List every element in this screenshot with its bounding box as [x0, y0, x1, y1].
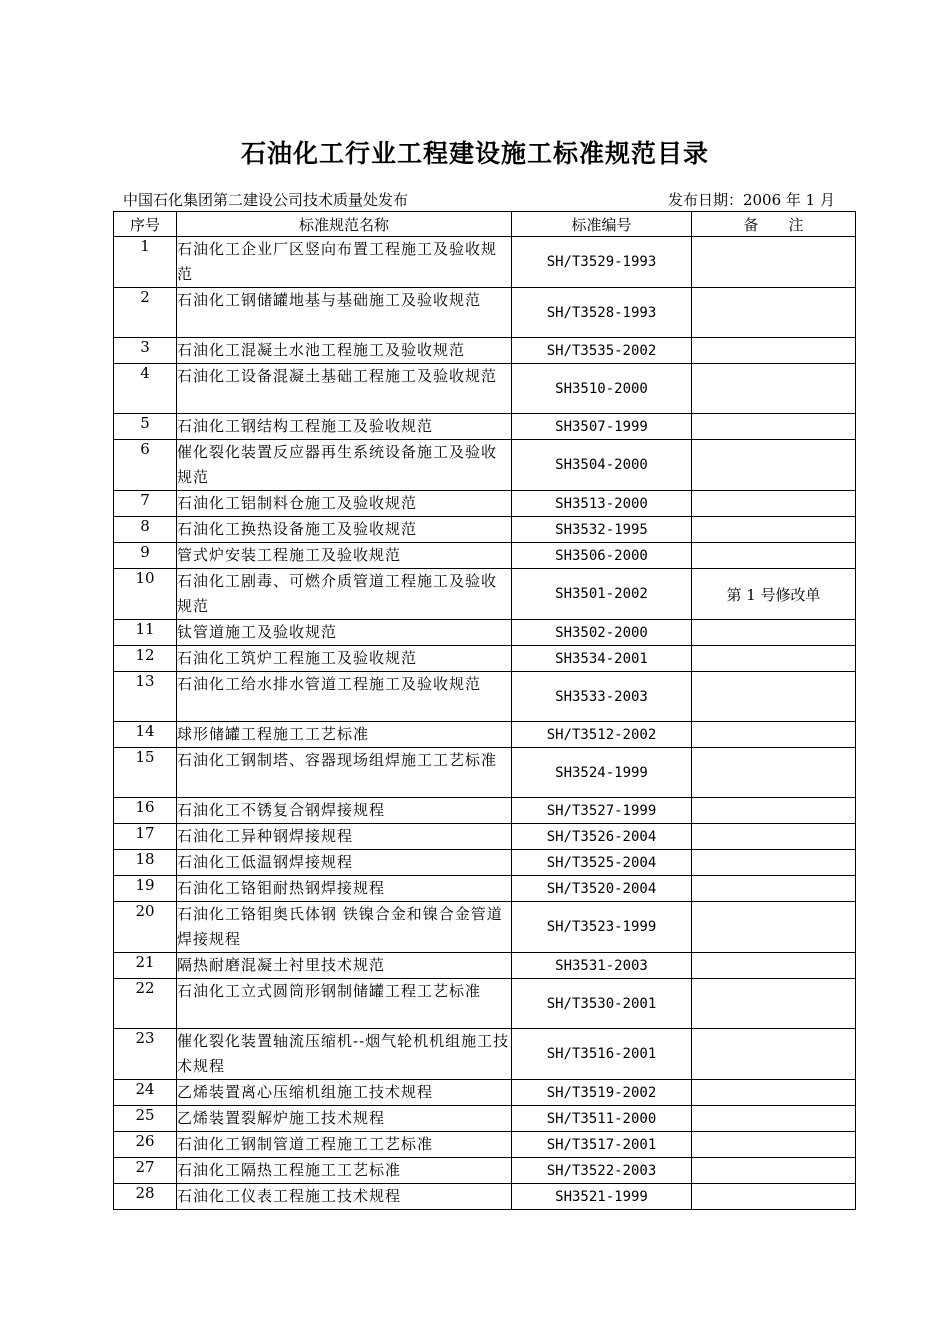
- table-row: [114, 953, 856, 979]
- standard-name: 石油化工换热设备施工及验收规范: [177, 517, 512, 543]
- standard-name: 石油化工企业厂区竖向布置工程施工及验收规范: [177, 237, 512, 288]
- row-number: 11: [114, 620, 177, 646]
- standard-name: 石油化工铬钼耐热钢焊接规程: [177, 876, 512, 902]
- table-row: [114, 798, 856, 824]
- header-no: 序号: [114, 212, 177, 237]
- standard-remark: [692, 876, 856, 902]
- standard-remark: [692, 1106, 856, 1132]
- header-name: 标准规范名称: [177, 212, 512, 237]
- standard-remark: [692, 491, 856, 517]
- row-number: 13: [114, 672, 177, 722]
- table-row: [114, 569, 856, 620]
- standard-remark: [692, 1158, 856, 1184]
- standard-code: SH3531-2003: [512, 953, 692, 979]
- standard-code: SH/T3511-2000: [512, 1106, 692, 1132]
- row-number: 1: [114, 237, 177, 288]
- standard-remark: [692, 1080, 856, 1106]
- standard-remark: [692, 979, 856, 1029]
- standard-name: 催化裂化装置反应器再生系统设备施工及验收规范: [177, 440, 512, 491]
- row-number: 2: [114, 288, 177, 338]
- standard-name: 石油化工钢储罐地基与基础施工及验收规范: [177, 288, 512, 338]
- standard-code: SH3534-2001: [512, 646, 692, 672]
- standard-name: 催化裂化装置轴流压缩机--烟气轮机机组施工技术规程: [177, 1029, 512, 1080]
- standard-remark: [692, 672, 856, 722]
- table-row: [114, 440, 856, 491]
- table-row: [114, 1029, 856, 1080]
- standard-code: SH3521-1999: [512, 1184, 692, 1210]
- standard-remark: [692, 1029, 856, 1080]
- standard-code: SH/T3525-2004: [512, 850, 692, 876]
- table-row: [114, 491, 856, 517]
- row-number: 5: [114, 414, 177, 440]
- standard-code: SH/T3522-2003: [512, 1158, 692, 1184]
- standard-code: SH3513-2000: [512, 491, 692, 517]
- row-number: 7: [114, 491, 177, 517]
- standard-name: 石油化工钢结构工程施工及验收规范: [177, 414, 512, 440]
- row-number: 12: [114, 646, 177, 672]
- row-number: 22: [114, 979, 177, 1029]
- standard-code: SH3501-2002: [512, 569, 692, 620]
- standard-name: 球形储罐工程施工工艺标准: [177, 722, 512, 748]
- standard-name: 石油化工不锈复合钢焊接规程: [177, 798, 512, 824]
- standard-remark: [692, 620, 856, 646]
- standard-remark: [692, 1184, 856, 1210]
- table-row: [114, 902, 856, 953]
- standard-name: 石油化工设备混凝土基础工程施工及验收规范: [177, 364, 512, 414]
- document-title: 石油化工行业工程建设施工标准规范目录: [240, 139, 709, 168]
- standard-code: SH/T3516-2001: [512, 1029, 692, 1080]
- standard-remark: [692, 288, 856, 338]
- standard-name: 石油化工剧毒、可燃介质管道工程施工及验收规范: [177, 569, 512, 620]
- table-row: [114, 1106, 856, 1132]
- row-number: 20: [114, 902, 177, 953]
- standard-name: 钛管道施工及验收规范: [177, 620, 512, 646]
- standard-remark: [692, 543, 856, 569]
- table-header-row: [114, 212, 856, 237]
- table-row: [114, 824, 856, 850]
- header-code: 标准编号: [512, 212, 692, 237]
- table-row: [114, 672, 856, 722]
- table-row: [114, 1132, 856, 1158]
- row-number: 19: [114, 876, 177, 902]
- publisher-text: 中国石化集团第二建设公司技术质量处发布: [123, 191, 409, 209]
- standard-name: 管式炉安装工程施工及验收规范: [177, 543, 512, 569]
- standard-name: 乙烯装置裂解炉施工技术规程: [177, 1106, 512, 1132]
- standard-name: 石油化工异种钢焊接规程: [177, 824, 512, 850]
- standard-remark: [692, 1132, 856, 1158]
- row-number: 23: [114, 1029, 177, 1080]
- standard-code: SH/T3523-1999: [512, 902, 692, 953]
- standard-remark: 第 1 号修改单: [692, 569, 856, 620]
- standard-name: 石油化工给水排水管道工程施工及验收规范: [177, 672, 512, 722]
- standard-code: SH/T3520-2004: [512, 876, 692, 902]
- standard-name: 石油化工立式圆筒形钢制储罐工程工艺标准: [177, 979, 512, 1029]
- standard-name: 石油化工铬钼奥氏体钢 铁镍合金和镍合金管道焊接规程: [177, 902, 512, 953]
- row-number: 4: [114, 364, 177, 414]
- row-number: 6: [114, 440, 177, 491]
- table-row: [114, 876, 856, 902]
- document-meta: [113, 189, 855, 211]
- table-row: [114, 722, 856, 748]
- standard-name: 石油化工钢制管道工程施工工艺标准: [177, 1132, 512, 1158]
- table-row: [114, 1080, 856, 1106]
- standard-code: SH3502-2000: [512, 620, 692, 646]
- standard-code: SH3533-2003: [512, 672, 692, 722]
- row-number: 10: [114, 569, 177, 620]
- table-row: [114, 646, 856, 672]
- row-number: 28: [114, 1184, 177, 1210]
- table-body: [114, 237, 856, 1210]
- row-number: 26: [114, 1132, 177, 1158]
- standard-code: SH/T3535-2002: [512, 338, 692, 364]
- table-row: [114, 517, 856, 543]
- row-number: 21: [114, 953, 177, 979]
- table-row: [114, 1184, 856, 1210]
- standard-code: SH3510-2000: [512, 364, 692, 414]
- standard-name: 乙烯装置离心压缩机组施工技术规程: [177, 1080, 512, 1106]
- standard-remark: [692, 798, 856, 824]
- table-row: [114, 364, 856, 414]
- standard-remark: [692, 414, 856, 440]
- table-row: [114, 620, 856, 646]
- standard-code: SH3524-1999: [512, 748, 692, 798]
- standard-name: 石油化工铝制料仓施工及验收规范: [177, 491, 512, 517]
- standards-table: [113, 211, 856, 1210]
- standard-remark: [692, 953, 856, 979]
- standard-name: 隔热耐磨混凝土衬里技术规范: [177, 953, 512, 979]
- row-number: 16: [114, 798, 177, 824]
- row-number: 18: [114, 850, 177, 876]
- standard-code: SH/T3529-1993: [512, 237, 692, 288]
- standard-remark: [692, 824, 856, 850]
- header-remark: 备 注: [692, 212, 856, 237]
- row-number: 24: [114, 1080, 177, 1106]
- row-number: 8: [114, 517, 177, 543]
- row-number: 14: [114, 722, 177, 748]
- standard-code: SH/T3519-2002: [512, 1080, 692, 1106]
- table-row: [114, 748, 856, 798]
- standard-code: SH/T3512-2002: [512, 722, 692, 748]
- standard-code: SH3504-2000: [512, 440, 692, 491]
- standard-remark: [692, 902, 856, 953]
- row-number: 3: [114, 338, 177, 364]
- standard-code: SH3532-1995: [512, 517, 692, 543]
- standard-code: SH/T3526-2004: [512, 824, 692, 850]
- table-row: [114, 288, 856, 338]
- standard-code: SH3506-2000: [512, 543, 692, 569]
- standard-remark: [692, 748, 856, 798]
- standard-code: SH/T3530-2001: [512, 979, 692, 1029]
- standard-name: 石油化工筑炉工程施工及验收规范: [177, 646, 512, 672]
- standard-remark: [692, 440, 856, 491]
- standard-name: 石油化工低温钢焊接规程: [177, 850, 512, 876]
- standard-remark: [692, 850, 856, 876]
- table-row: [114, 414, 856, 440]
- standard-remark: [692, 338, 856, 364]
- table-row: [114, 543, 856, 569]
- standard-remark: [692, 364, 856, 414]
- table-row: [114, 237, 856, 288]
- standard-code: SH3507-1999: [512, 414, 692, 440]
- publish-date: 发布日期：2006 年 1 月: [667, 191, 835, 209]
- standard-remark: [692, 517, 856, 543]
- table-row: [114, 338, 856, 364]
- standard-name: 石油化工隔热工程施工工艺标准: [177, 1158, 512, 1184]
- standard-remark: [692, 646, 856, 672]
- table-row: [114, 1158, 856, 1184]
- row-number: 25: [114, 1106, 177, 1132]
- table-row: [114, 979, 856, 1029]
- standard-remark: [692, 237, 856, 288]
- standard-name: 石油化工仪表工程施工技术规程: [177, 1184, 512, 1210]
- standard-name: 石油化工混凝土水池工程施工及验收规范: [177, 338, 512, 364]
- row-number: 27: [114, 1158, 177, 1184]
- row-number: 15: [114, 748, 177, 798]
- table-row: [114, 850, 856, 876]
- row-number: 9: [114, 543, 177, 569]
- standard-remark: [692, 722, 856, 748]
- standard-code: SH/T3527-1999: [512, 798, 692, 824]
- standard-name: 石油化工钢制塔、容器现场组焊施工工艺标准: [177, 748, 512, 798]
- standard-code: SH/T3517-2001: [512, 1132, 692, 1158]
- row-number: 17: [114, 824, 177, 850]
- standard-code: SH/T3528-1993: [512, 288, 692, 338]
